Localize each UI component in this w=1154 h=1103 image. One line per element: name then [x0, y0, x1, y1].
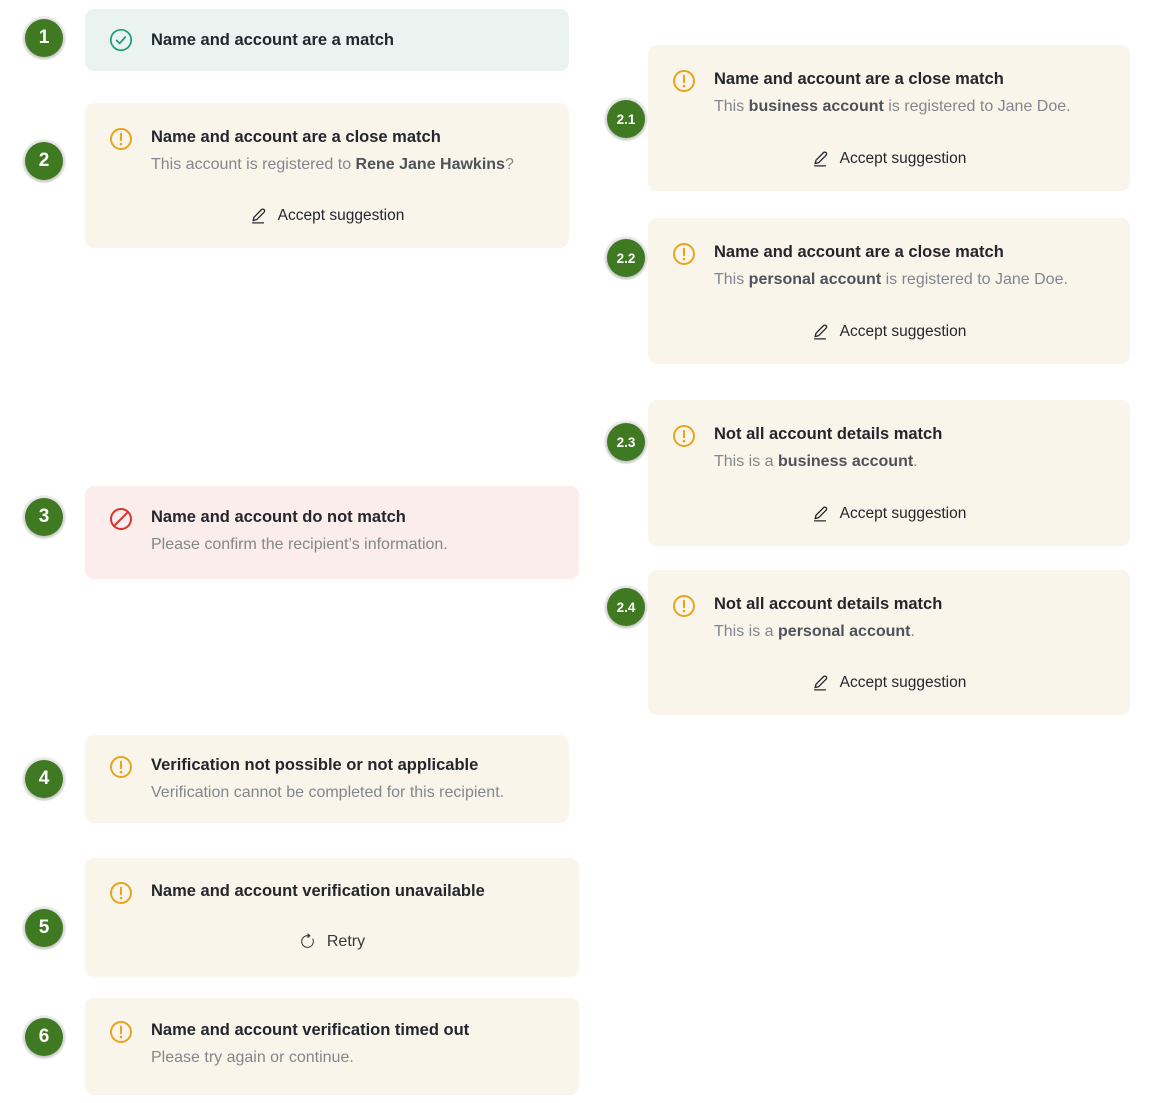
- alert-verification-unavailable: [85, 858, 579, 977]
- action-row: [648, 323, 1130, 340]
- accept-suggestion-button[interactable]: [812, 150, 967, 167]
- body-text: .: [913, 452, 918, 470]
- alert-title: Not all account details match: [714, 425, 943, 443]
- alert-close-match-business: [648, 45, 1130, 191]
- accept-suggestion-button[interactable]: [812, 674, 967, 691]
- action-label: Accept suggestion: [839, 673, 967, 691]
- step-badge-3: 3: [25, 498, 63, 536]
- step-badge-1: 1: [25, 19, 63, 57]
- alert-title: Name and account do not match: [151, 508, 406, 526]
- warning-circle-icon: [109, 755, 133, 779]
- edit-icon: [250, 207, 267, 224]
- warning-circle-icon: [672, 594, 696, 618]
- step-badge-2-3: 2.3: [607, 423, 645, 461]
- body-text: Verification cannot be completed for this recipient.: [151, 783, 505, 801]
- alert-details-mismatch-business: [648, 400, 1130, 546]
- action-row: [648, 150, 1130, 167]
- warning-circle-icon: [109, 127, 133, 151]
- action-row: [85, 207, 569, 224]
- retry-button[interactable]: [299, 933, 365, 950]
- warning-circle-icon: [109, 881, 133, 905]
- action-row: [648, 505, 1130, 522]
- body-text: .: [910, 622, 915, 640]
- alert-title: Name and account verification unavailable: [151, 882, 485, 900]
- body-bold-text: personal account: [748, 270, 882, 288]
- alert-no-match: [85, 486, 579, 579]
- alert-title: Name and account are a close match: [714, 70, 1004, 88]
- body-text: Please confirm the recipient’s information.: [151, 535, 448, 553]
- body-text: This is a: [714, 452, 779, 470]
- alert-body: [714, 622, 942, 643]
- body-bold-text: business account: [748, 97, 884, 115]
- body-bold-text: personal account: [778, 622, 911, 640]
- body-text: is registered to Jane Doe.: [883, 97, 1071, 115]
- alert-body: [151, 155, 514, 176]
- body-text: This is a: [714, 622, 779, 640]
- warning-circle-icon: [109, 1020, 133, 1044]
- warning-circle-icon: [672, 242, 696, 266]
- step-badge-2: 2: [25, 142, 63, 180]
- action-label: Accept suggestion: [277, 206, 405, 224]
- alert-body: [151, 1048, 469, 1069]
- check-circle-icon: [109, 28, 133, 52]
- alert-title: Name and account are a close match: [151, 128, 441, 146]
- alert-body: [714, 270, 1068, 291]
- step-badge-6: 6: [25, 1018, 63, 1056]
- body-text: This account is registered to: [151, 155, 356, 173]
- edit-icon: [812, 674, 829, 691]
- step-badge-5: 5: [25, 909, 63, 947]
- action-label: Retry: [326, 932, 366, 950]
- accept-suggestion-button[interactable]: [250, 207, 405, 224]
- alert-body: [714, 97, 1071, 118]
- alert-title: Name and account are a match: [151, 30, 395, 49]
- alert-verification-timed-out: [85, 998, 579, 1095]
- warning-circle-icon: [672, 69, 696, 93]
- body-bold-text: business account: [778, 452, 914, 470]
- alert-close-match: [85, 103, 569, 248]
- body-text: This: [714, 97, 749, 115]
- body-bold-text: Rene Jane Hawkins: [355, 155, 505, 173]
- edit-icon: [812, 150, 829, 167]
- action-row: [85, 933, 579, 950]
- warning-circle-icon: [672, 424, 696, 448]
- action-label: Accept suggestion: [839, 322, 967, 340]
- accept-suggestion-button[interactable]: [812, 505, 967, 522]
- edit-icon: [812, 505, 829, 522]
- alert-title: Name and account are a close match: [714, 243, 1004, 261]
- body-text: Please try again or continue.: [151, 1048, 354, 1066]
- alert-not-possible: [85, 735, 569, 823]
- step-badge-2-1: 2.1: [607, 100, 645, 138]
- blocked-circle-icon: [109, 507, 133, 531]
- alert-close-match-personal: [648, 218, 1130, 364]
- step-badge-4: 4: [25, 760, 63, 798]
- retry-icon: [299, 933, 316, 950]
- alert-match-success: [85, 9, 569, 71]
- body-text: is registered to Jane Doe.: [881, 270, 1068, 288]
- alert-title: Name and account verification timed out: [151, 1021, 470, 1039]
- action-label: Accept suggestion: [839, 149, 967, 167]
- body-text: ?: [504, 155, 514, 173]
- action-row: [648, 674, 1130, 691]
- step-badge-2-2: 2.2: [607, 239, 645, 277]
- action-label: Accept suggestion: [839, 504, 967, 522]
- alert-body: [714, 452, 942, 473]
- alert-details-mismatch-personal: [648, 570, 1130, 715]
- body-text: This: [714, 270, 749, 288]
- alert-title: Not all account details match: [714, 595, 943, 613]
- alert-body: [151, 783, 504, 804]
- edit-icon: [812, 323, 829, 340]
- step-badge-2-4: 2.4: [607, 588, 645, 626]
- accept-suggestion-button[interactable]: [812, 323, 967, 340]
- alert-body: [151, 535, 448, 556]
- alert-title: Verification not possible or not applicable: [151, 756, 479, 774]
